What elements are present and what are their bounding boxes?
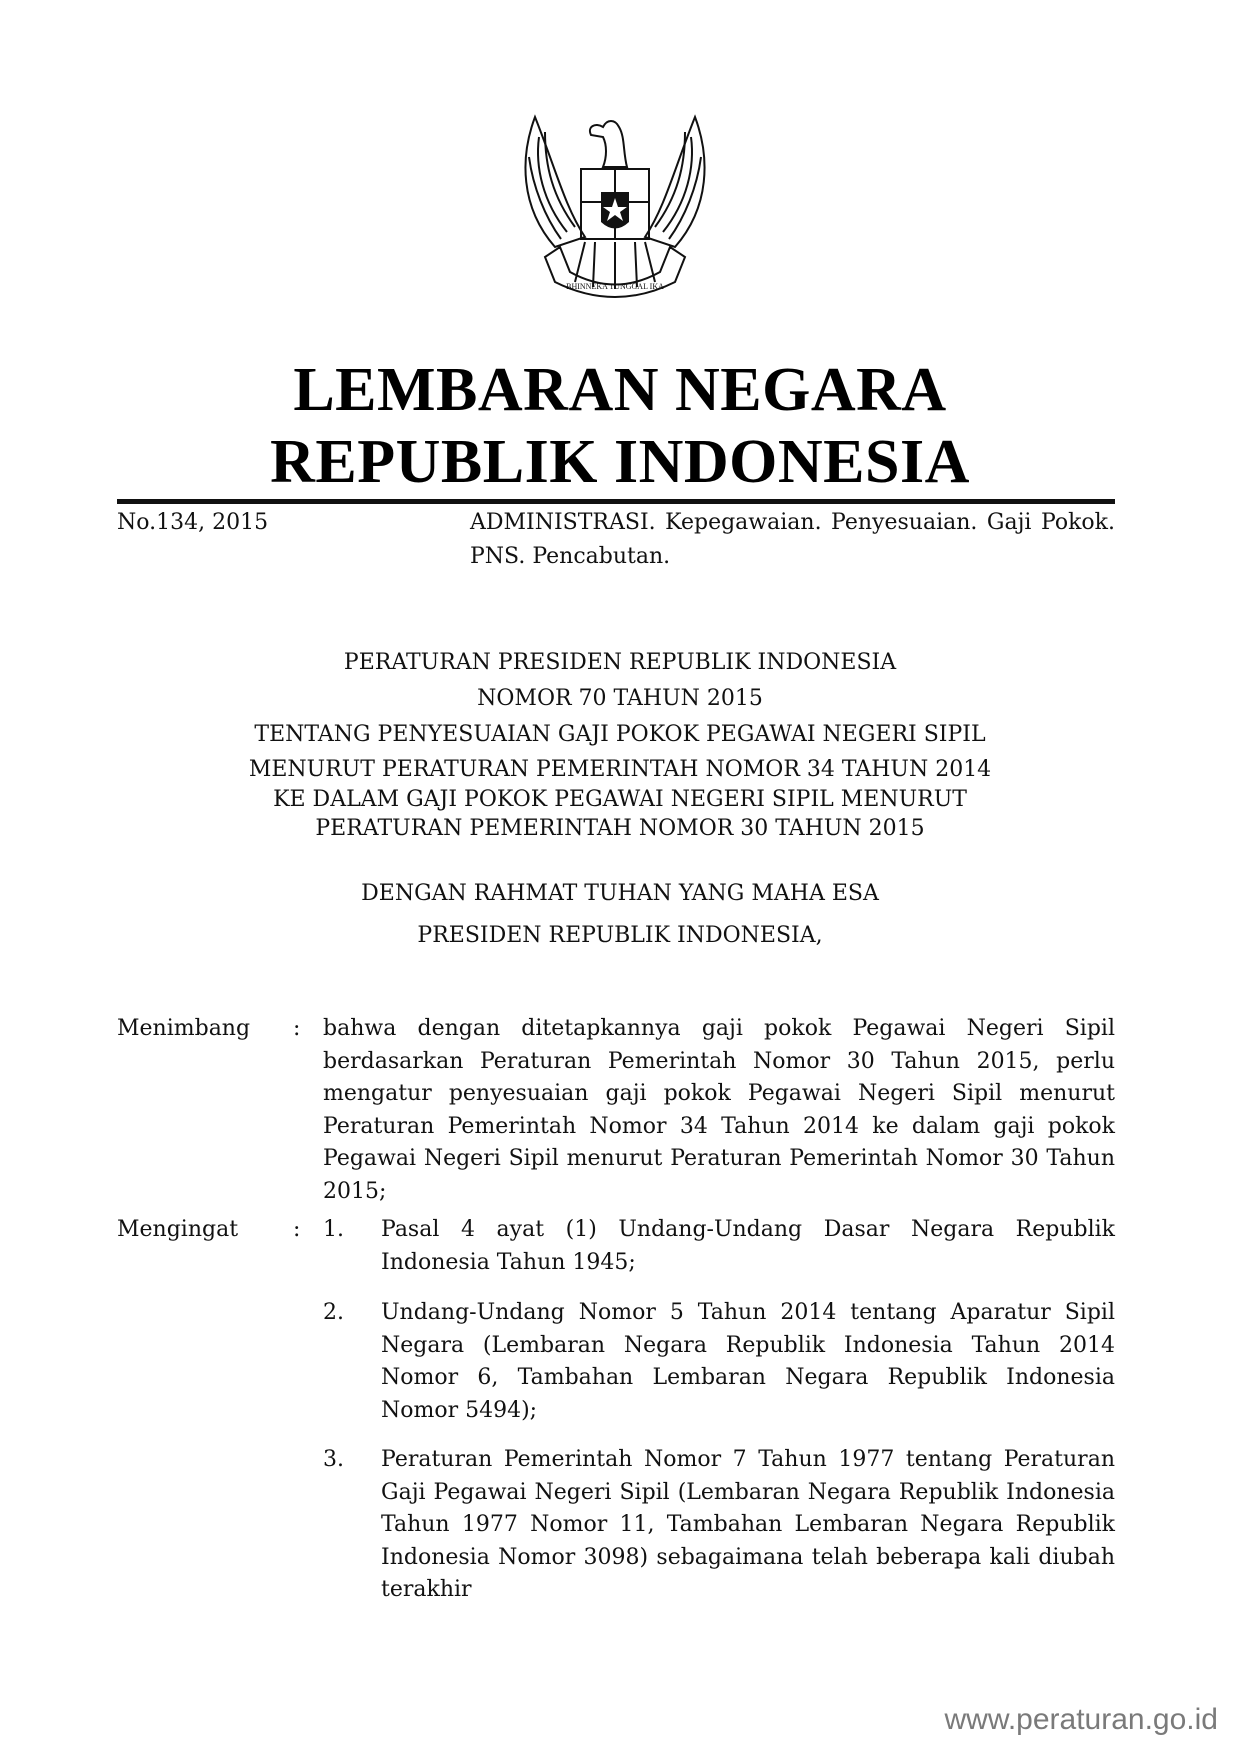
regulation-title	[0, 645, 1240, 717]
menimbang-colon: :	[293, 1016, 301, 1041]
footer-website-link[interactable]: www.peraturan.go.id	[944, 1703, 1218, 1736]
gazette-subject: ADMINISTRASI. Kepegawaian. Penyesuaian. Gaji Pokok. PNS. Pencabutan.	[470, 510, 1115, 569]
preamble-line1: DENGAN RAHMAT TUHAN YANG MAHA ESA	[361, 881, 879, 906]
preamble-line2: PRESIDEN REPUBLIK INDONESIA,	[417, 923, 823, 948]
regulation-subject-line4: PERATURAN PEMERINTAH NOMOR 30 TAHUN 2015	[315, 816, 925, 841]
mengingat-item-number: 3.	[323, 1447, 344, 1472]
mengingat-item-number: 2.	[323, 1300, 344, 1325]
regulation-subject-line3: KE DALAM GAJI POKOK PEGAWAI NEGERI SIPIL MENURUT	[273, 787, 967, 812]
regulation-type: PERATURAN PRESIDEN REPUBLIK INDONESIA	[343, 650, 897, 675]
gazette-number: No.134, 2015	[117, 510, 269, 535]
regulation-number: NOMOR 70 TAHUN 2015	[477, 686, 763, 711]
masthead-title-line1: LEMBARAN NEGARA	[293, 356, 947, 424]
menimbang-text: bahwa dengan ditetapkannya gaji pokok Pegawai Negeri Sipil berdasarkan Peraturan Pemerintah Nomor 30 Tahun 2015, perlu mengatur penyesuaian gaji pokok Pegawai Negeri Sipil menurut Peraturan Pemerintah Nomor 34 Tahun 2014 ke dalam gaji pokok Pegawai Negeri Sipil menurut Peraturan Pemerintah Nomor 30 Tahun 2015;	[323, 1016, 1115, 1204]
garuda-pancasila-emblem-icon	[515, 97, 715, 307]
masthead-divider	[117, 499, 1115, 504]
regulation-subject	[0, 716, 1240, 844]
preamble	[0, 873, 1240, 957]
mengingat-item-text: Peraturan Pemerintah Nomor 7 Tahun 1977 tentang Peraturan Gaji Pegawai Negeri Sipil (Lembaran Negara Republik Indonesia Tahun 1977 Nomor 11, Tambahan Lembaran Negara Republik Indonesia Nomor 3098) sebagaimana telah beberapa kali diubah terakhir	[381, 1447, 1115, 1602]
masthead-title-line2: REPUBLIK INDONESIA	[270, 428, 970, 496]
mengingat-item-text: Pasal 4 ayat (1) Undang-Undang Dasar Negara Republik Indonesia Tahun 1945;	[381, 1217, 1115, 1275]
mengingat-label: Mengingat	[117, 1217, 239, 1242]
regulation-subject-line2: MENURUT PERATURAN PEMERINTAH NOMOR 34 TAHUN 2014	[248, 757, 992, 782]
menimbang-label: Menimbang	[117, 1016, 251, 1041]
regulation-subject-line1: TENTANG PENYESUAIAN GAJI POKOK PEGAWAI NEGERI SIPIL	[254, 722, 986, 747]
mengingat-colon: :	[293, 1217, 301, 1242]
mengingat-item-text: Undang-Undang Nomor 5 Tahun 2014 tentang Aparatur Sipil Negara (Lembaran Negara Republik Indonesia Tahun 2014 Nomor 6, Tambahan Lembaran Negara Republik Indonesia Nomor 5494);	[381, 1300, 1115, 1423]
mengingat-item-number: 1.	[323, 1217, 344, 1242]
svg-text:BHINNEKA TUNGGAL IKA: BHINNEKA TUNGGAL IKA	[566, 282, 664, 291]
